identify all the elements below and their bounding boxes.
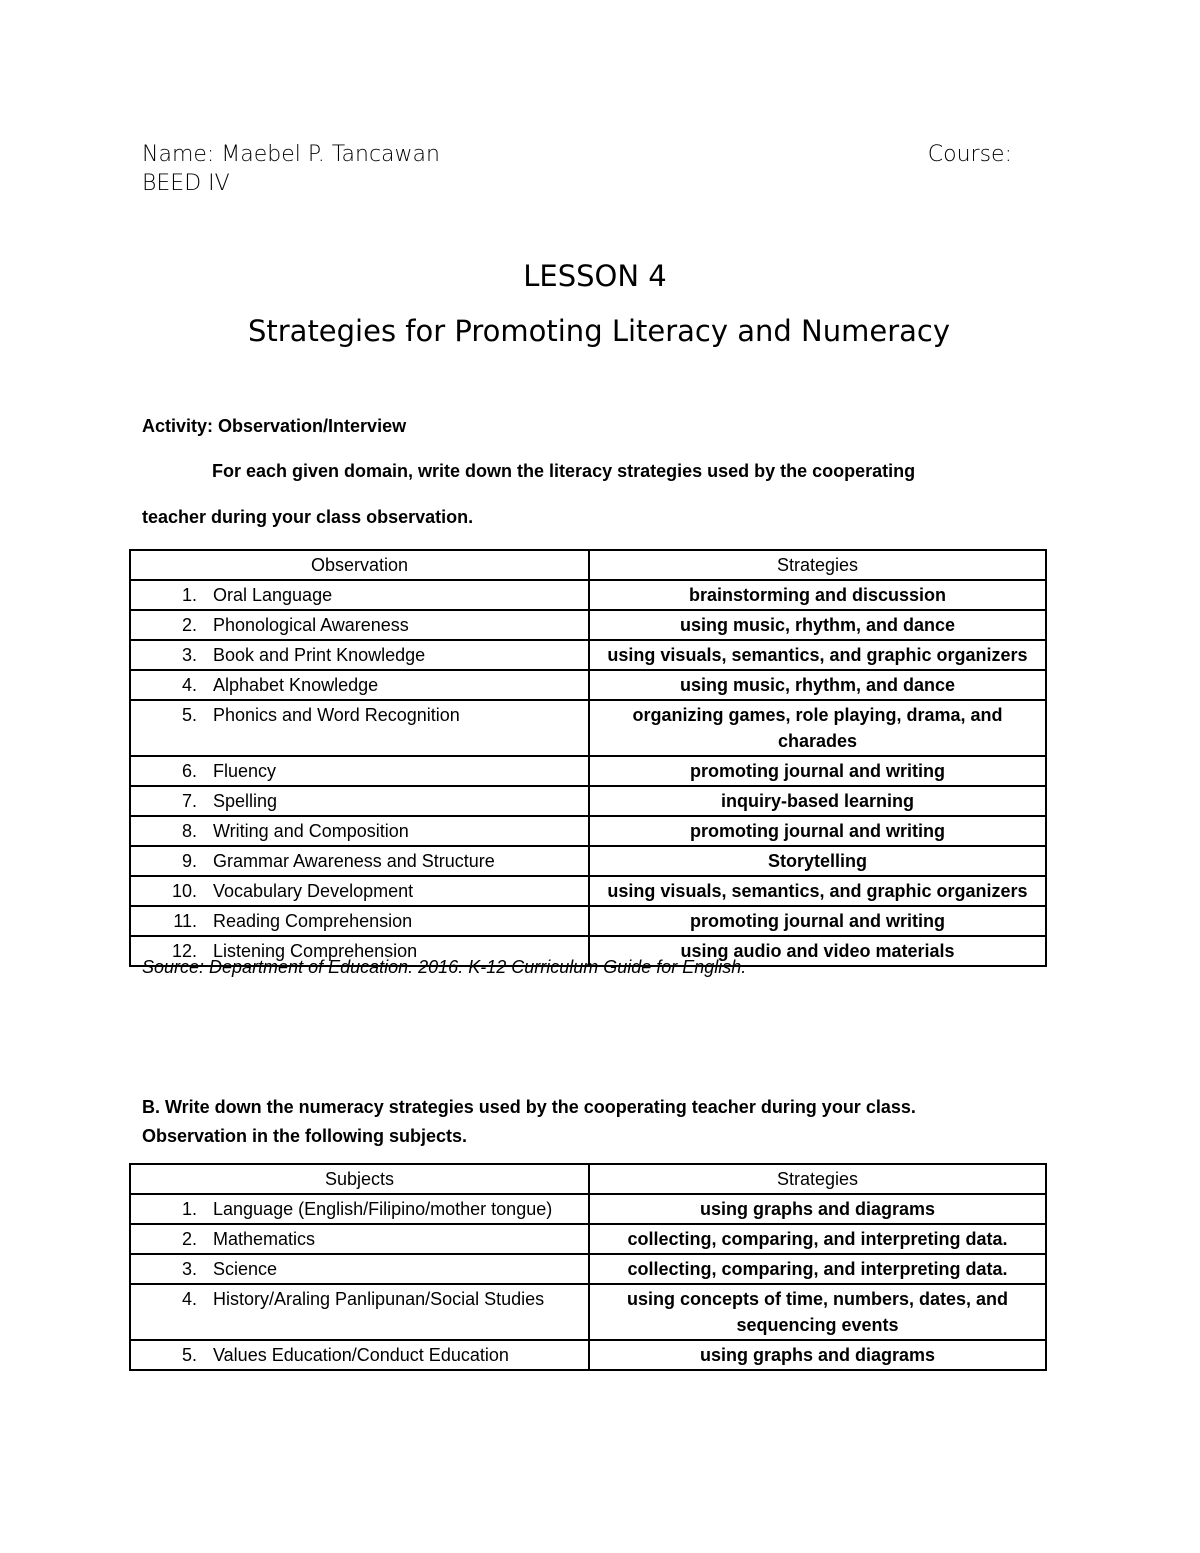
- domain-label: Grammar Awareness and Structure: [213, 851, 495, 871]
- table-row: [130, 580, 1046, 610]
- strategy-cell: using graphs and diagrams: [589, 1194, 1046, 1224]
- column-header-subjects: Subjects: [130, 1164, 589, 1194]
- domain-label: Book and Print Knowledge: [213, 645, 426, 665]
- lesson-title: Strategies for Promoting Literacy and Numeracy: [247, 314, 951, 348]
- course-label: Course:: [927, 142, 1012, 167]
- strategy-cell: inquiry-based learning: [589, 786, 1046, 816]
- table-header-row: [130, 1164, 1046, 1194]
- lesson-number: LESSON 4: [523, 259, 667, 293]
- instructions-line-2: teacher during your class observation.: [142, 507, 474, 527]
- strategy-cell: using graphs and diagrams: [589, 1340, 1046, 1370]
- strategy-cell: promoting journal and writing: [589, 756, 1046, 786]
- row-number: 9.: [181, 851, 197, 871]
- strategy-cell: Storytelling: [589, 846, 1046, 876]
- literacy-strategies-table: [129, 549, 1047, 967]
- student-info: [142, 140, 1012, 196]
- strategy-cell: brainstorming and discussion: [589, 580, 1046, 610]
- strategy-cell: using music, rhythm, and dance: [589, 670, 1046, 700]
- table-row: [130, 1194, 1046, 1224]
- row-number: 6.: [181, 761, 197, 781]
- table-row: [130, 700, 1046, 756]
- table-row: [130, 876, 1046, 906]
- numeracy-strategies-table: [129, 1163, 1047, 1371]
- course-value: BEED IV: [142, 171, 230, 196]
- row-number: 3.: [181, 1259, 197, 1279]
- table-row: [130, 786, 1046, 816]
- column-header-strategies: Strategies: [589, 1164, 1046, 1194]
- domain-label: Writing and Composition: [213, 821, 409, 841]
- row-number: 12.: [171, 941, 197, 961]
- domain-label: Phonological Awareness: [213, 615, 409, 635]
- row-number: 8.: [181, 821, 197, 841]
- strategy-cell: collecting, comparing, and interpreting data.: [589, 1254, 1046, 1284]
- table-header-row: [130, 550, 1046, 580]
- row-number: 7.: [181, 791, 197, 811]
- row-number: 5.: [181, 705, 197, 725]
- subject-label: History/Araling Panlipunan/Social Studies: [213, 1289, 545, 1309]
- domain-label: Alphabet Knowledge: [213, 675, 379, 695]
- row-number: 2.: [181, 615, 197, 635]
- subject-label: Language (English/Filipino/mother tongue): [213, 1199, 553, 1219]
- part-b-line-1: B. Write down the numeracy strategies used by the cooperating teacher during your class.: [142, 1097, 916, 1117]
- row-number: 11.: [173, 911, 197, 931]
- table-row: [130, 1284, 1046, 1340]
- strategy-cell: using audio and video materials: [589, 936, 1046, 966]
- table-row: [130, 640, 1046, 670]
- row-number: 10.: [171, 881, 197, 901]
- table-row: [130, 756, 1046, 786]
- student-name: Name: Maebel P. Tancawan: [142, 142, 440, 167]
- strategy-cell: using concepts of time, numbers, dates, and sequencing events: [589, 1284, 1046, 1340]
- table-row: [130, 1224, 1046, 1254]
- strategy-cell: using music, rhythm, and dance: [589, 610, 1046, 640]
- table-row: [130, 846, 1046, 876]
- strategy-cell: using visuals, semantics, and graphic organizers: [589, 640, 1046, 670]
- row-number: 1.: [181, 585, 197, 605]
- row-number: 3.: [181, 645, 197, 665]
- row-number: 1.: [181, 1199, 197, 1219]
- part-b-instructions: [142, 1093, 1022, 1151]
- table-row: [130, 816, 1046, 846]
- row-number: 2.: [181, 1229, 197, 1249]
- source-citation: Source: Department of Education. 2016. K-12 Curriculum Guide for English.: [142, 957, 747, 977]
- domain-label: Spelling: [213, 791, 278, 811]
- domain-label: Reading Comprehension: [213, 911, 413, 931]
- column-header-observation: Observation: [130, 550, 589, 580]
- table-row: [130, 1340, 1046, 1370]
- strategy-cell: using visuals, semantics, and graphic organizers: [589, 876, 1046, 906]
- column-header-strategies: Strategies: [589, 550, 1046, 580]
- strategy-cell: promoting journal and writing: [589, 816, 1046, 846]
- subject-label: Science: [213, 1259, 278, 1279]
- row-number: 5.: [181, 1345, 197, 1365]
- subject-label: Values Education/Conduct Education: [213, 1345, 509, 1365]
- row-number: 4.: [181, 1289, 197, 1309]
- part-b-line-2: Observation in the following subjects.: [142, 1126, 468, 1146]
- activity-heading: Activity: Observation/Interview: [142, 416, 407, 436]
- subject-label: Mathematics: [213, 1229, 316, 1249]
- strategy-cell: collecting, comparing, and interpreting data.: [589, 1224, 1046, 1254]
- domain-label: Oral Language: [213, 585, 333, 605]
- strategy-cell: organizing games, role playing, drama, and charades: [589, 700, 1046, 756]
- domain-label: Vocabulary Development: [213, 881, 414, 901]
- strategy-cell: promoting journal and writing: [589, 906, 1046, 936]
- row-number: 4.: [181, 675, 197, 695]
- table-row: [130, 610, 1046, 640]
- table-row: [130, 670, 1046, 700]
- table-row: [130, 1254, 1046, 1284]
- instructions-line-1: For each given domain, write down the literacy strategies used by the cooperating: [212, 461, 916, 481]
- domain-label: Phonics and Word Recognition: [213, 705, 460, 725]
- table-row: [130, 906, 1046, 936]
- domain-label: Listening Comprehension: [213, 941, 418, 961]
- domain-label: Fluency: [213, 761, 277, 781]
